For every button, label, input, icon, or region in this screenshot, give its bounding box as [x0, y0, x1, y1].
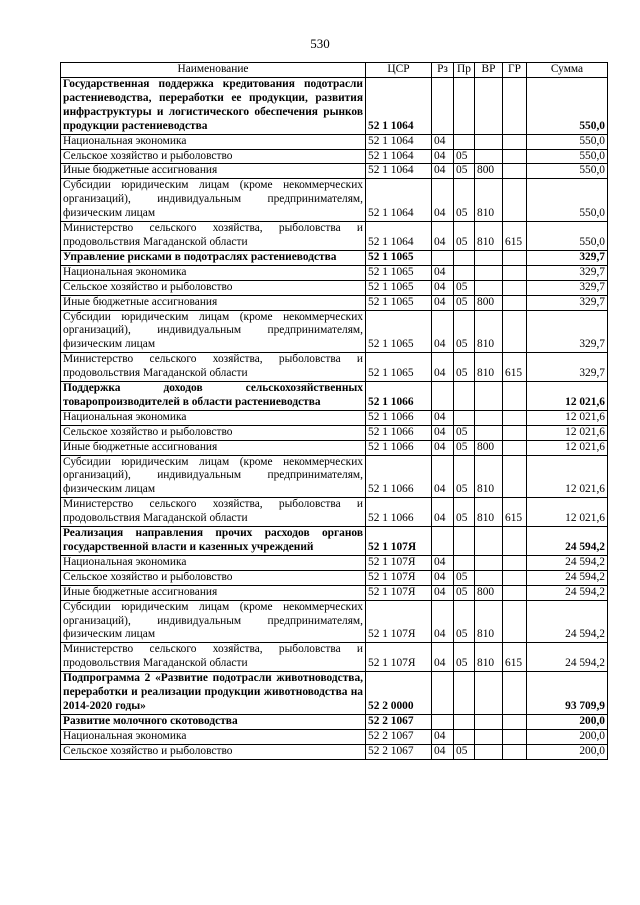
- cell-csr: 52 1 1065: [366, 295, 432, 310]
- cell-pr: 05: [454, 440, 475, 455]
- cell-sum: 12 021,6: [527, 498, 608, 527]
- cell-csr: 52 1 1066: [366, 455, 432, 498]
- cell-sum: 200,0: [527, 729, 608, 744]
- table-row: [61, 265, 608, 280]
- cell-rz: 04: [432, 643, 454, 672]
- cell-vr: 810: [475, 498, 503, 527]
- cell-pr: [454, 78, 475, 135]
- cell-gr: [503, 179, 527, 222]
- cell-csr: 52 1 1066: [366, 382, 432, 411]
- cell-name: Управление рисками в подотраслях растениеводства: [61, 250, 366, 265]
- cell-gr: [503, 425, 527, 440]
- cell-pr: 05: [454, 179, 475, 222]
- cell-rz: 04: [432, 555, 454, 570]
- cell-sum: 329,7: [527, 280, 608, 295]
- cell-sum: 329,7: [527, 295, 608, 310]
- cell-gr: [503, 149, 527, 164]
- cell-sum: 24 594,2: [527, 585, 608, 600]
- cell-rz: 04: [432, 280, 454, 295]
- cell-vr: [475, 134, 503, 149]
- cell-gr: [503, 714, 527, 729]
- cell-name: Сельское хозяйство и рыболовство: [61, 149, 366, 164]
- table-row: [61, 222, 608, 251]
- cell-name: Развитие молочного скотоводства: [61, 714, 366, 729]
- cell-csr: 52 1 107Я: [366, 555, 432, 570]
- cell-name: Субсидии юридическим лицам (кроме некоммерческих организаций), индивидуальным предпринимателям, физическим лицам: [61, 600, 366, 643]
- cell-pr: [454, 250, 475, 265]
- table-row: [61, 672, 608, 715]
- cell-pr: 05: [454, 353, 475, 382]
- header-name: Наименование: [61, 63, 366, 78]
- cell-name: Сельское хозяйство и рыболовство: [61, 744, 366, 759]
- cell-name: Министерство сельского хозяйства, рыболовства и продовольствия Магаданской области: [61, 353, 366, 382]
- cell-csr: 52 1 107Я: [366, 527, 432, 556]
- table-row: [61, 280, 608, 295]
- cell-sum: 550,0: [527, 222, 608, 251]
- cell-vr: [475, 78, 503, 135]
- cell-csr: 52 1 107Я: [366, 600, 432, 643]
- cell-name: Министерство сельского хозяйства, рыболовства и продовольствия Магаданской области: [61, 498, 366, 527]
- cell-csr: 52 1 1064: [366, 149, 432, 164]
- cell-vr: [475, 280, 503, 295]
- table-body: [61, 78, 608, 760]
- cell-sum: 24 594,2: [527, 600, 608, 643]
- cell-vr: [475, 672, 503, 715]
- cell-pr: [454, 410, 475, 425]
- cell-name: Национальная экономика: [61, 555, 366, 570]
- cell-gr: [503, 295, 527, 310]
- cell-name: Сельское хозяйство и рыболовство: [61, 280, 366, 295]
- cell-vr: [475, 527, 503, 556]
- header-rz: Рз: [432, 63, 454, 78]
- cell-vr: [475, 744, 503, 759]
- cell-rz: 04: [432, 295, 454, 310]
- cell-name: Министерство сельского хозяйства, рыболовства и продовольствия Магаданской области: [61, 222, 366, 251]
- table-row: [61, 134, 608, 149]
- cell-name: Иные бюджетные ассигнования: [61, 585, 366, 600]
- cell-csr: 52 1 107Я: [366, 643, 432, 672]
- cell-gr: [503, 527, 527, 556]
- cell-name: Национальная экономика: [61, 410, 366, 425]
- cell-vr: 810: [475, 600, 503, 643]
- table-row: [61, 250, 608, 265]
- cell-rz: 04: [432, 310, 454, 353]
- cell-rz: 04: [432, 134, 454, 149]
- cell-gr: [503, 585, 527, 600]
- cell-gr: 615: [503, 353, 527, 382]
- cell-vr: 810: [475, 310, 503, 353]
- table-row: [61, 78, 608, 135]
- cell-rz: 04: [432, 455, 454, 498]
- header-gr: ГР: [503, 63, 527, 78]
- cell-pr: 05: [454, 643, 475, 672]
- cell-pr: 05: [454, 498, 475, 527]
- cell-pr: 05: [454, 222, 475, 251]
- cell-csr: 52 1 1064: [366, 134, 432, 149]
- cell-rz: [432, 382, 454, 411]
- cell-vr: [475, 382, 503, 411]
- cell-csr: 52 1 1064: [366, 164, 432, 179]
- cell-sum: 24 594,2: [527, 555, 608, 570]
- table-row: [61, 425, 608, 440]
- cell-vr: [475, 425, 503, 440]
- cell-gr: 615: [503, 643, 527, 672]
- cell-vr: 810: [475, 643, 503, 672]
- cell-pr: 05: [454, 570, 475, 585]
- cell-sum: 329,7: [527, 250, 608, 265]
- cell-csr: 52 1 1065: [366, 280, 432, 295]
- cell-pr: 05: [454, 600, 475, 643]
- cell-rz: 04: [432, 149, 454, 164]
- cell-sum: 12 021,6: [527, 440, 608, 455]
- cell-name: Подпрограмма 2 «Развитие подотрасли животноводства, переработки и реализации продукции животноводства на 2014-2020 годы»: [61, 672, 366, 715]
- cell-vr: 810: [475, 222, 503, 251]
- cell-csr: 52 1 1065: [366, 265, 432, 280]
- cell-gr: [503, 164, 527, 179]
- cell-vr: 810: [475, 179, 503, 222]
- cell-csr: 52 1 1065: [366, 250, 432, 265]
- cell-csr: 52 1 107Я: [366, 570, 432, 585]
- cell-pr: [454, 729, 475, 744]
- cell-pr: 05: [454, 455, 475, 498]
- table-row: [61, 729, 608, 744]
- header-row: [61, 63, 608, 78]
- cell-sum: 200,0: [527, 744, 608, 759]
- cell-gr: 615: [503, 498, 527, 527]
- table-row: [61, 179, 608, 222]
- cell-gr: [503, 134, 527, 149]
- cell-name: Субсидии юридическим лицам (кроме некоммерческих организаций), индивидуальным предпринимателям, физическим лицам: [61, 310, 366, 353]
- cell-vr: [475, 714, 503, 729]
- cell-gr: [503, 672, 527, 715]
- cell-pr: [454, 134, 475, 149]
- header-vr: ВР: [475, 63, 503, 78]
- cell-sum: 12 021,6: [527, 382, 608, 411]
- cell-gr: [503, 729, 527, 744]
- cell-rz: 04: [432, 498, 454, 527]
- cell-name: Субсидии юридическим лицам (кроме некоммерческих организаций), индивидуальным предпринимателям, физическим лицам: [61, 455, 366, 498]
- cell-rz: 04: [432, 440, 454, 455]
- cell-csr: 52 1 107Я: [366, 585, 432, 600]
- cell-gr: [503, 744, 527, 759]
- table-row: [61, 714, 608, 729]
- cell-rz: 04: [432, 425, 454, 440]
- table-row: [61, 382, 608, 411]
- cell-pr: 05: [454, 310, 475, 353]
- cell-name: Иные бюджетные ассигнования: [61, 440, 366, 455]
- cell-sum: 329,7: [527, 310, 608, 353]
- cell-sum: 550,0: [527, 164, 608, 179]
- cell-rz: 04: [432, 179, 454, 222]
- cell-name: Реализация направления прочих расходов органов государственной власти и казенных учреждений: [61, 527, 366, 556]
- cell-pr: 05: [454, 744, 475, 759]
- table-row: [61, 585, 608, 600]
- cell-sum: 24 594,2: [527, 643, 608, 672]
- cell-gr: [503, 78, 527, 135]
- budget-table: [60, 62, 608, 760]
- cell-name: Иные бюджетные ассигнования: [61, 295, 366, 310]
- cell-rz: 04: [432, 600, 454, 643]
- cell-vr: 800: [475, 164, 503, 179]
- cell-csr: 52 2 0000: [366, 672, 432, 715]
- cell-rz: 04: [432, 744, 454, 759]
- cell-vr: 800: [475, 440, 503, 455]
- header-csr: ЦСР: [366, 63, 432, 78]
- cell-vr: [475, 149, 503, 164]
- table-row: [61, 455, 608, 498]
- cell-csr: 52 2 1067: [366, 714, 432, 729]
- table-row: [61, 498, 608, 527]
- cell-gr: [503, 555, 527, 570]
- cell-vr: [475, 265, 503, 280]
- cell-gr: [503, 280, 527, 295]
- cell-pr: 05: [454, 164, 475, 179]
- cell-pr: [454, 672, 475, 715]
- table-row: [61, 440, 608, 455]
- cell-csr: 52 1 1064: [366, 222, 432, 251]
- header-pr: Пр: [454, 63, 475, 78]
- table-row: [61, 527, 608, 556]
- cell-pr: 05: [454, 280, 475, 295]
- table-row: [61, 149, 608, 164]
- table-row: [61, 410, 608, 425]
- cell-csr: 52 1 1064: [366, 179, 432, 222]
- cell-sum: 93 709,9: [527, 672, 608, 715]
- table-row: [61, 353, 608, 382]
- cell-vr: 810: [475, 455, 503, 498]
- table-row: [61, 164, 608, 179]
- cell-sum: 12 021,6: [527, 425, 608, 440]
- cell-sum: 24 594,2: [527, 570, 608, 585]
- header-sum: Сумма: [527, 63, 608, 78]
- cell-sum: 24 594,2: [527, 527, 608, 556]
- cell-sum: 200,0: [527, 714, 608, 729]
- cell-rz: 04: [432, 353, 454, 382]
- cell-name: Сельское хозяйство и рыболовство: [61, 570, 366, 585]
- cell-rz: 04: [432, 570, 454, 585]
- cell-gr: [503, 265, 527, 280]
- cell-gr: [503, 382, 527, 411]
- cell-csr: 52 1 1066: [366, 440, 432, 455]
- cell-pr: [454, 555, 475, 570]
- cell-csr: 52 1 1066: [366, 410, 432, 425]
- table-row: [61, 744, 608, 759]
- cell-rz: [432, 250, 454, 265]
- cell-vr: [475, 410, 503, 425]
- table-row: [61, 600, 608, 643]
- cell-name: Поддержка доходов сельскохозяйственных товаропроизводителей в области растениеводства: [61, 382, 366, 411]
- cell-gr: [503, 440, 527, 455]
- cell-pr: [454, 527, 475, 556]
- cell-vr: 800: [475, 585, 503, 600]
- cell-csr: 52 1 1065: [366, 353, 432, 382]
- cell-csr: 52 2 1067: [366, 729, 432, 744]
- cell-gr: [503, 310, 527, 353]
- cell-rz: [432, 714, 454, 729]
- table-row: [61, 643, 608, 672]
- cell-rz: 04: [432, 410, 454, 425]
- cell-gr: 615: [503, 222, 527, 251]
- cell-name: Министерство сельского хозяйства, рыболовства и продовольствия Магаданской области: [61, 643, 366, 672]
- cell-csr: 52 1 1066: [366, 498, 432, 527]
- cell-gr: [503, 250, 527, 265]
- table-row: [61, 295, 608, 310]
- cell-rz: [432, 527, 454, 556]
- cell-pr: 05: [454, 149, 475, 164]
- cell-pr: [454, 265, 475, 280]
- cell-rz: [432, 672, 454, 715]
- cell-sum: 550,0: [527, 134, 608, 149]
- table-row: [61, 310, 608, 353]
- cell-csr: 52 1 1064: [366, 78, 432, 135]
- table-row: [61, 555, 608, 570]
- cell-gr: [503, 600, 527, 643]
- cell-sum: 329,7: [527, 353, 608, 382]
- cell-name: Государственная поддержка кредитования подотрасли растениеводства, переработки ее продукции, развития инфраструктуры и логистического обеспечения рынков продукции растениеводства: [61, 78, 366, 135]
- cell-gr: [503, 570, 527, 585]
- cell-vr: [475, 250, 503, 265]
- cell-vr: 810: [475, 353, 503, 382]
- cell-rz: 04: [432, 585, 454, 600]
- cell-sum: 550,0: [527, 149, 608, 164]
- cell-csr: 52 1 1065: [366, 310, 432, 353]
- cell-vr: [475, 729, 503, 744]
- cell-rz: 04: [432, 729, 454, 744]
- cell-name: Субсидии юридическим лицам (кроме некоммерческих организаций), индивидуальным предпринимателям, физическим лицам: [61, 179, 366, 222]
- cell-gr: [503, 455, 527, 498]
- cell-name: Национальная экономика: [61, 729, 366, 744]
- cell-sum: 550,0: [527, 78, 608, 135]
- cell-vr: [475, 555, 503, 570]
- cell-csr: 52 2 1067: [366, 744, 432, 759]
- cell-pr: 05: [454, 425, 475, 440]
- page-number: 530: [310, 36, 330, 51]
- cell-sum: 12 021,6: [527, 455, 608, 498]
- cell-rz: 04: [432, 265, 454, 280]
- cell-sum: 550,0: [527, 179, 608, 222]
- cell-name: Национальная экономика: [61, 265, 366, 280]
- cell-name: Иные бюджетные ассигнования: [61, 164, 366, 179]
- cell-name: Национальная экономика: [61, 134, 366, 149]
- cell-rz: [432, 78, 454, 135]
- cell-vr: [475, 570, 503, 585]
- cell-gr: [503, 410, 527, 425]
- cell-pr: [454, 382, 475, 411]
- cell-rz: 04: [432, 222, 454, 251]
- cell-csr: 52 1 1066: [366, 425, 432, 440]
- cell-sum: 329,7: [527, 265, 608, 280]
- cell-pr: [454, 714, 475, 729]
- cell-pr: 05: [454, 295, 475, 310]
- cell-rz: 04: [432, 164, 454, 179]
- cell-name: Сельское хозяйство и рыболовство: [61, 425, 366, 440]
- cell-sum: 12 021,6: [527, 410, 608, 425]
- table-row: [61, 570, 608, 585]
- cell-vr: 800: [475, 295, 503, 310]
- cell-pr: 05: [454, 585, 475, 600]
